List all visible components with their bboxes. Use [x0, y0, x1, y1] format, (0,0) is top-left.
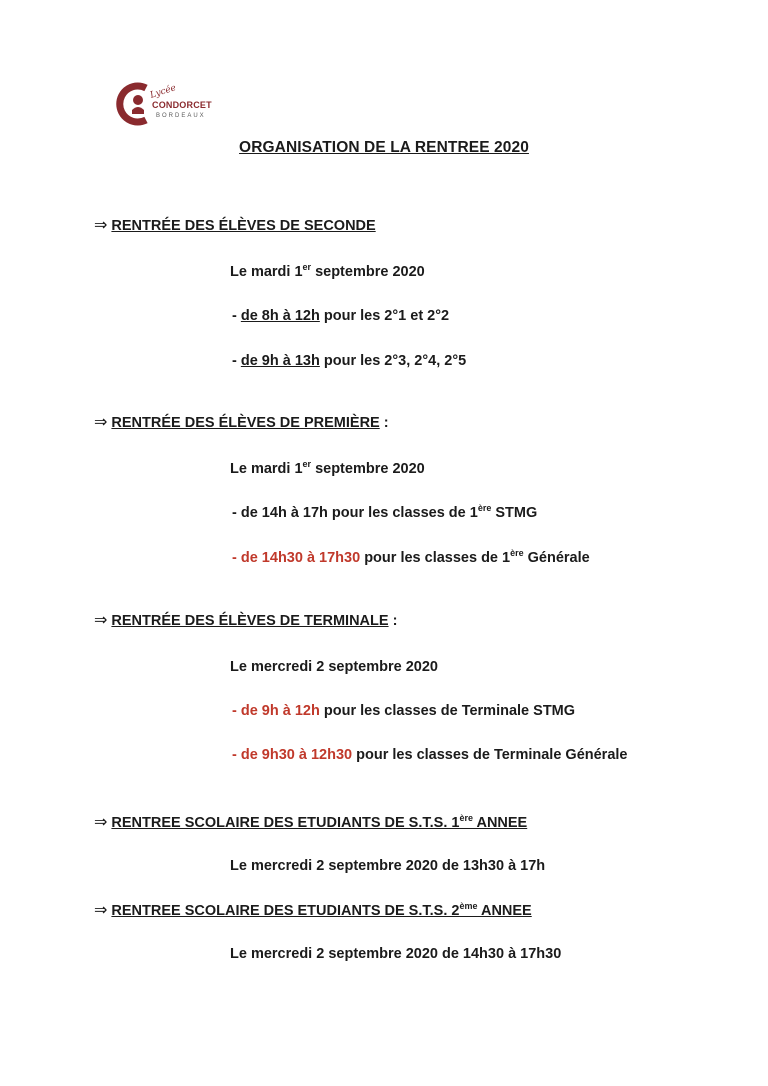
dash: - [232, 505, 241, 521]
date-line: Le mercredi 2 septembre 2020 de 14h30 à 17h30 [230, 946, 562, 962]
time-range: de 9h30 à 12h30 [240, 747, 353, 763]
heading-text-start: RENTREE SCOLAIRE DES ETUDIANTS DE S.T.S. 2 [111, 903, 460, 919]
heading-text [111, 903, 531, 919]
schedule-text: pour les classes de 1 [360, 550, 511, 566]
schedule-line [232, 549, 590, 567]
sup: ère [510, 548, 524, 559]
schedule-text: pour les classes de Terminale STMG [319, 703, 576, 719]
page-title: ORGANISATION DE LA RENTREE 2020 [239, 139, 529, 156]
schedule-text: de 14h à 17h pour les classes de 1 [240, 505, 478, 521]
schedule-text: pour les 2°3, 2°4, 2°5 [319, 353, 467, 369]
section-heading-sts-1 [94, 814, 527, 832]
arrow-icon: ⇒ [94, 217, 108, 234]
schedule-text: pour les classes de Terminale Générale [352, 747, 628, 763]
date-text: Le mardi 1 [230, 264, 303, 280]
schedule-line [232, 504, 537, 522]
arrow-icon: ⇒ [94, 414, 108, 431]
section-heading-seconde [94, 217, 376, 235]
schedule-line [232, 746, 627, 764]
dash: - [232, 353, 241, 369]
logo-school-name: CONDORCET [152, 100, 212, 110]
time-range: de 14h30 à 17h30 [240, 550, 361, 566]
heading-text: RENTRÉE DES ÉLÈVES DE TERMINALE [111, 613, 389, 629]
heading-text: RENTRÉE DES ÉLÈVES DE PREMIÈRE [111, 415, 380, 431]
date-line [230, 460, 425, 478]
schedule-line [232, 702, 575, 720]
heading-text [111, 815, 527, 831]
arrow-icon: ⇒ [94, 902, 108, 919]
date-sup: er [302, 459, 312, 470]
arrow-icon: ⇒ [94, 814, 108, 831]
sup: ère [477, 503, 492, 514]
logo-lycee-text: Lycée [148, 83, 178, 101]
dash: - [232, 550, 241, 566]
heading-text: RENTRÉE DES ÉLÈVES DE SECONDE [111, 218, 376, 234]
date-text-end: septembre 2020 [311, 264, 425, 280]
dash: - [232, 703, 241, 719]
school-logo-emblem [116, 80, 156, 128]
date-sup: er [302, 262, 312, 273]
time-range: de 9h à 12h [240, 703, 320, 719]
section-heading-premiere [94, 414, 389, 432]
heading-text-start: RENTREE SCOLAIRE DES ETUDIANTS DE S.T.S. 1 [111, 815, 460, 831]
arrow-icon: ⇒ [94, 612, 108, 629]
time-range: de 8h à 12h [240, 308, 320, 324]
date-line: Le mercredi 2 septembre 2020 de 13h30 à 17h [230, 858, 546, 874]
schedule-line [232, 352, 466, 370]
date-line [230, 263, 425, 281]
heading-sup: ère [459, 813, 473, 824]
schedule-text-end: Générale [523, 550, 590, 566]
section-heading-sts-2 [94, 902, 532, 920]
date-line: Le mercredi 2 septembre 2020 [230, 659, 438, 675]
date-text-end: septembre 2020 [311, 461, 425, 477]
heading-suffix: : [388, 613, 398, 629]
schedule-text-end: STMG [491, 505, 538, 521]
dash: - [232, 747, 241, 763]
time-range: de 9h à 13h [240, 353, 320, 369]
heading-text-end: ANNEE [477, 903, 532, 919]
school-logo [116, 80, 226, 130]
date-text: Le mardi 1 [230, 461, 303, 477]
section-heading-terminale [94, 612, 397, 630]
dash: - [232, 308, 241, 324]
schedule-text: pour les 2°1 et 2°2 [319, 308, 450, 324]
heading-text-end: ANNEE [472, 815, 528, 831]
heading-sup: ème [459, 901, 478, 912]
heading-suffix: : [379, 415, 389, 431]
logo-city: BORDEAUX [156, 113, 206, 119]
schedule-line [232, 307, 449, 325]
